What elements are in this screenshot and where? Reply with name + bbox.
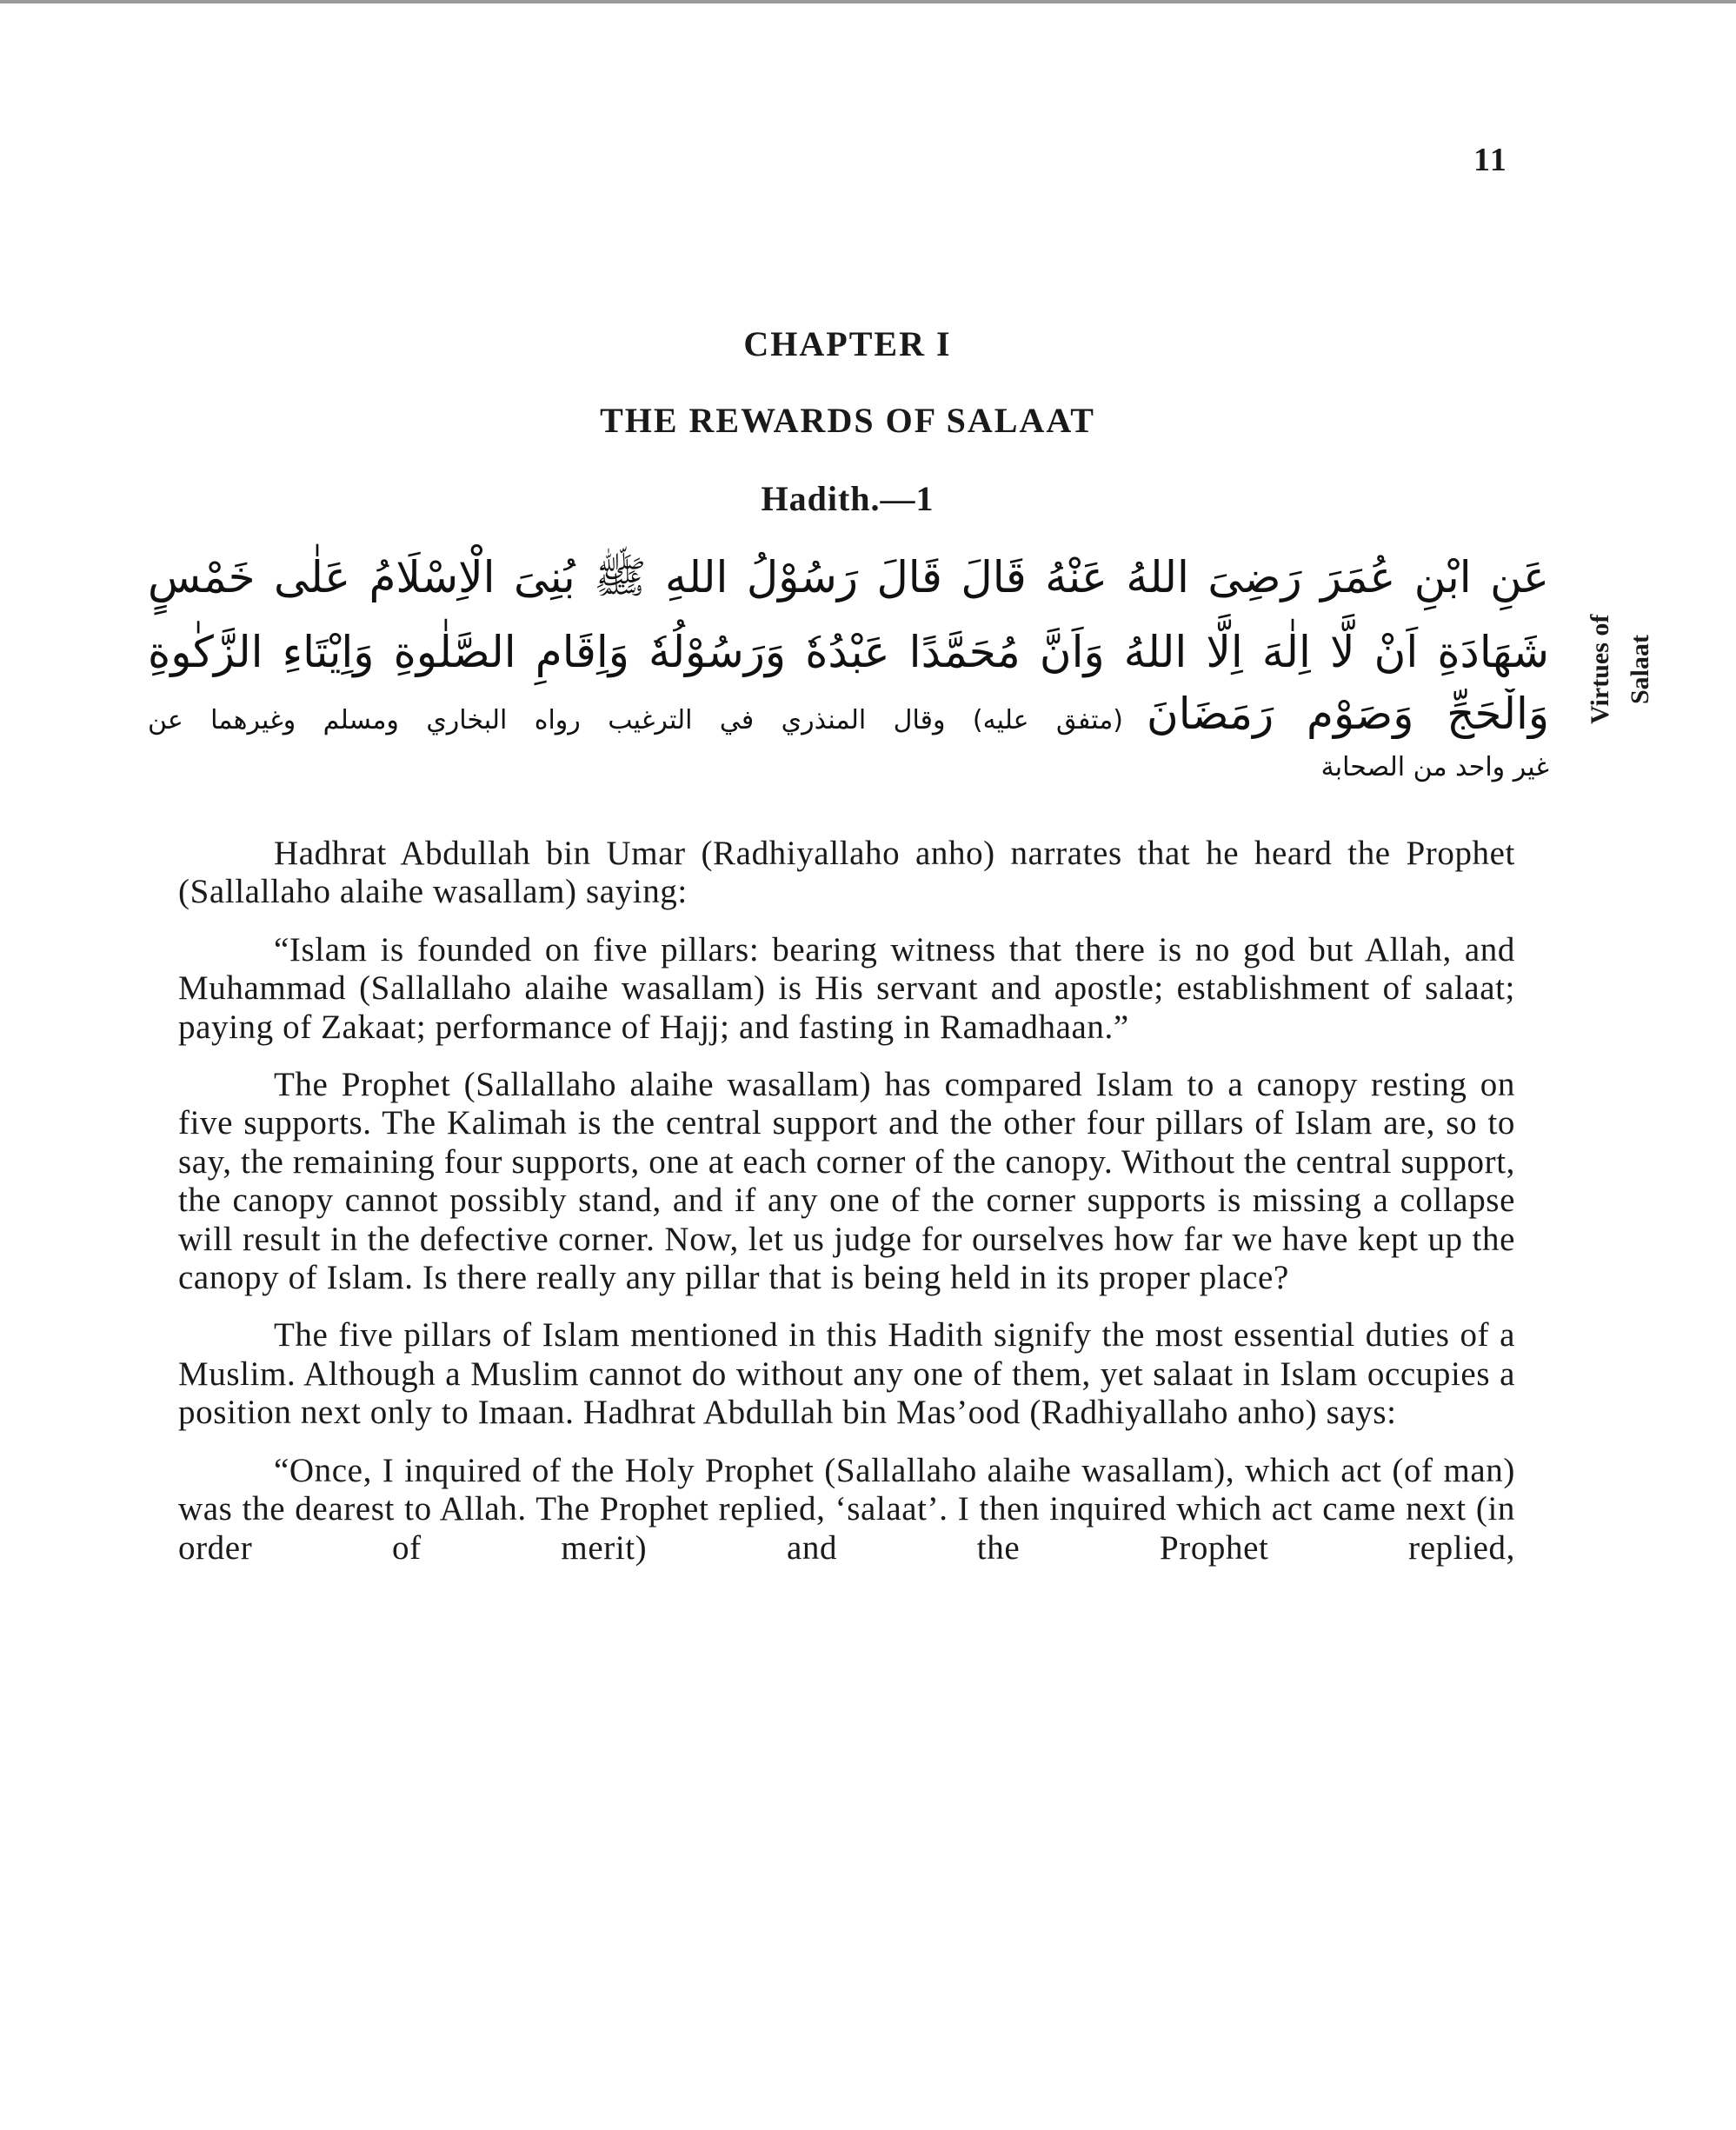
side-label — [1580, 591, 1685, 748]
body-text — [178, 835, 1515, 1587]
page-number: 11 — [1473, 142, 1508, 178]
side-label-line-2: Salaat — [1626, 635, 1654, 705]
hadith-heading: Hadith.—1 — [761, 479, 935, 518]
chapter-heading: CHAPTER I — [743, 324, 952, 363]
paragraph-4: The five pillars of Islam mentioned in this Hadith signify the most essential duties of a Muslim. Although a Muslim cannot do without any one of them, yet salaat in Islam occupies a position next only to Imaan. Hadhrat Abdullah bin Mas’ood (Radhiyallaho anho) says: — [178, 1316, 1515, 1432]
arabic-citation-line-2: غير واحد من الصحابة — [1320, 752, 1549, 782]
arabic-citation: (متفق عليه) وقال المنذري في الترغيب رواه البخاري ومسلم وغيرهما عن — [148, 705, 1123, 736]
top-border — [0, 0, 1736, 3]
arabic-text-line-1: عَنِ ابْنِ عُمَرَ رَضِىَ اللهُ عَنْهُ قَالَ قَالَ رَسُوْلُ اللهِ ﷺ بُنِىَ الْاِسْلَامُ عَلٰى خَمْسٍ — [148, 552, 1549, 602]
arabic-text-line-2: شَهَادَةِ اَنْ لَّا اِلٰهَ اِلَّا اللهُ وَاَنَّ مُحَمَّدًا عَبْدُهٗ وَرَسُوْلُهٗ وَاِقَامِ الصَّلٰوةِ وَاِيْتَاءِ الزَّكٰوةِ — [148, 627, 1549, 677]
paragraph-3: The Prophet (Sallallaho alaihe wasallam) has compared Islam to a canopy resting on five supports. The Kalimah is the central support and the other four pillars of Islam are, so to say, the remaining four supports, one at each corner of the canopy. Without the central support, the canopy cannot possibly stand, and if any one of the corner supports is missing a collapse will result in the defective corner. Now, let us judge for ourselves how far we have kept up the canopy of Islam. Is there really any pillar that is being held in its proper place? — [178, 1066, 1515, 1297]
paragraph-5: “Once, I inquired of the Holy Prophet (Sallallaho alaihe wasallam), which act (of man) was the dearest to Allah. The Prophet replied, ‘salaat’. I then inquired which act came next (in order of merit) and the Prophet replied, — [178, 1451, 1515, 1567]
chapter-title: THE REWARDS OF SALAAT — [600, 401, 1095, 440]
arabic-text-line-3 — [148, 689, 1549, 739]
side-label-line-1: Virtues of — [1586, 614, 1614, 725]
paragraph-2: “Islam is founded on five pillars: bearing witness that there is no god but Allah, and Muhammad (Sallallaho alaihe wasallam) is His servant and apostle; establishment of salaat; paying of Zakaat; performance of Hajj; and fasting in Ramadhaan.” — [178, 930, 1515, 1046]
paragraph-1: Hadhrat Abdullah bin Umar (Radhiyallaho anho) narrates that he heard the Prophet (Sallallaho alaihe wasallam) saying: — [178, 835, 1515, 911]
arabic-text-main: وَالْحَجِّ وَصَوْمِ رَمَضَانَ — [1146, 689, 1549, 739]
